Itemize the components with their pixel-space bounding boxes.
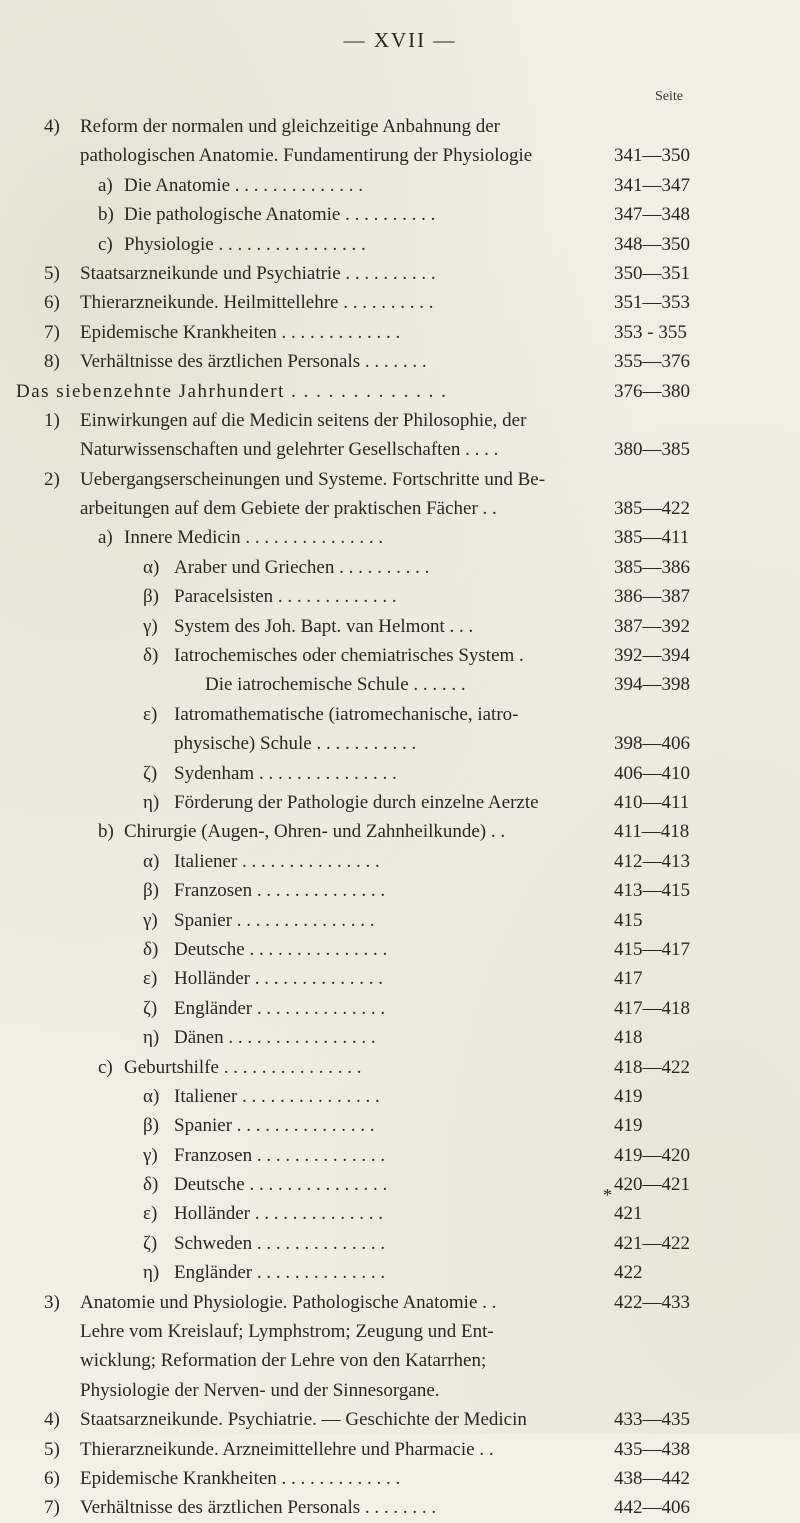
entry-number: 4) (44, 1409, 60, 1431)
entry-text: pathologischen Anatomie. Fundamentirung der Physiologie (80, 145, 533, 167)
entry-number: η) (143, 791, 160, 813)
entry-text: Franzosen . . . . . . . . . . . . . . (174, 880, 386, 902)
entry-page: 385—422 (614, 498, 690, 520)
entry-page: 438—442 (614, 1467, 690, 1489)
entry-text: Paracelsisten . . . . . . . . . . . . . (174, 586, 397, 608)
entry-page: 415 (614, 909, 643, 931)
toc-entry (0, 1258, 800, 1287)
entry-text: Thierarzneikunde. Heilmittellehre . . . . . . . . . . (80, 292, 434, 314)
toc-entry (0, 141, 800, 170)
toc-entry (0, 1435, 800, 1464)
entry-text: Staatsarzneikunde. Psychiatrie. — Geschichte der Medicin (80, 1409, 527, 1431)
entry-page: 347—348 (614, 204, 690, 226)
toc-entry (0, 318, 800, 347)
entry-number: a) (98, 527, 113, 549)
entry-page: 385—386 (614, 556, 690, 578)
toc-entry (0, 788, 800, 817)
entry-number: 6) (44, 1467, 60, 1489)
toc-entry (0, 641, 800, 670)
footnote-mark: * (603, 1185, 612, 1205)
toc-entry (0, 700, 800, 729)
entry-text: Iatromathematische (iatromechanische, iatro- (174, 703, 519, 725)
entry-number: α) (143, 556, 160, 578)
entry-number: b) (98, 204, 114, 226)
entry-page: 376—380 (614, 380, 690, 402)
toc-entry (0, 1288, 800, 1317)
entry-page: 410—411 (614, 791, 690, 813)
toc-entry (0, 935, 800, 964)
entry-text: Engländer . . . . . . . . . . . . . . (174, 1262, 386, 1284)
entry-page: 355—376 (614, 351, 690, 373)
entry-number: ζ) (143, 762, 158, 784)
toc-entry (0, 523, 800, 552)
entry-text: Chirurgie (Augen-, Ohren- und Zahnheilkunde) . . (124, 821, 506, 843)
toc-entry (0, 112, 800, 141)
entry-page: 394—398 (614, 674, 690, 696)
entry-text: Uebergangserscheinungen und Systeme. Fortschritte und Be- (80, 468, 546, 490)
toc-entry (0, 259, 800, 288)
entry-number: β) (143, 1115, 159, 1137)
toc-entry (0, 465, 800, 494)
entry-number: 7) (44, 321, 60, 343)
entry-text: Die Anatomie . . . . . . . . . . . . . . (124, 174, 364, 196)
toc-entry (0, 1023, 800, 1052)
entry-text: Physiologie der Nerven- und der Sinnesorgane. (80, 1379, 440, 1401)
entry-number: 4) (44, 116, 60, 137)
toc-entry (0, 1229, 800, 1258)
entry-page: 415—417 (614, 938, 690, 960)
entry-page: 422 (614, 1262, 643, 1284)
entry-text: Naturwissenschaften und gelehrter Gesellschaften . . . . (80, 439, 499, 461)
entry-text: Araber und Griechen . . . . . . . . . . (174, 556, 430, 578)
entry-number: ζ) (143, 1232, 158, 1254)
entry-text: Spanier . . . . . . . . . . . . . . . (174, 1115, 375, 1137)
entry-number: b) (98, 821, 114, 843)
toc-entry (0, 406, 800, 435)
toc-entry (0, 553, 800, 582)
entry-number: δ) (143, 645, 159, 667)
entry-page: 417 (614, 968, 643, 990)
entry-number: 3) (44, 1291, 60, 1313)
entry-number: α) (143, 850, 160, 872)
toc-entry (0, 494, 800, 523)
toc-entry (0, 906, 800, 935)
entry-number: 8) (44, 351, 60, 373)
entry-text: Sydenham . . . . . . . . . . . . . . . (174, 762, 397, 784)
entry-page: 351—353 (614, 292, 690, 314)
entry-number: β) (143, 586, 159, 608)
entry-page: 417—418 (614, 997, 690, 1019)
entry-text: physische) Schule . . . . . . . . . . . (174, 733, 417, 755)
entry-text: Franzosen . . . . . . . . . . . . . . (174, 1144, 386, 1166)
toc-section-heading (0, 377, 800, 406)
entry-text: Anatomie und Physiologie. Pathologische Anatomie . . (80, 1291, 497, 1313)
entry-text: Thierarzneikunde. Arzneimittellehre und Pharmacie . . (80, 1438, 494, 1460)
entry-text: Schweden . . . . . . . . . . . . . . (174, 1232, 386, 1254)
entry-text: Staatsarzneikunde und Psychiatrie . . . . . . . . . . (80, 262, 436, 284)
entry-page: 420—421 (614, 1174, 690, 1196)
entry-text: Verhältnisse des ärztlichen Personals . . . . . . . . (80, 1497, 437, 1519)
toc-entry (0, 817, 800, 846)
entry-number: c) (98, 233, 113, 255)
toc-entry (0, 964, 800, 993)
entry-page: 421 (614, 1203, 643, 1225)
toc-entry (0, 171, 800, 200)
entry-number: 2) (44, 468, 60, 490)
entry-page: 433—435 (614, 1409, 690, 1431)
entry-text: Holländer . . . . . . . . . . . . . . (174, 1203, 383, 1225)
entry-text: Iatrochemisches oder chemiatrisches System . (174, 645, 524, 667)
entry-text: Innere Medicin . . . . . . . . . . . . . . . (124, 527, 384, 549)
toc-entry (0, 612, 800, 641)
toc-entry (0, 729, 800, 758)
entry-number: η) (143, 1027, 160, 1049)
entry-page: 412—413 (614, 850, 690, 872)
entry-page: 411—418 (614, 821, 690, 843)
entry-page: 418 (614, 1027, 643, 1049)
entry-page: 341—347 (614, 174, 690, 196)
toc-entry (0, 230, 800, 259)
toc-entry (0, 994, 800, 1023)
toc-entry (0, 435, 800, 464)
entry-text: Holländer . . . . . . . . . . . . . . (174, 968, 383, 990)
entry-page: 392—394 (614, 645, 690, 667)
entry-text: Einwirkungen auf die Medicin seitens der Philosophie, der (80, 409, 527, 431)
entry-text: Engländer . . . . . . . . . . . . . . (174, 997, 386, 1019)
entry-page: 350—351 (614, 262, 690, 284)
toc-entry (0, 1141, 800, 1170)
entry-page: 421—422 (614, 1232, 690, 1254)
toc-entry (0, 1199, 800, 1228)
toc-entry (0, 759, 800, 788)
entry-text: Epidemische Krankheiten . . . . . . . . . . . . . (80, 1467, 401, 1489)
page-column-label: Seite (655, 89, 683, 104)
entry-number: α) (143, 1085, 160, 1107)
entry-page: 419—420 (614, 1144, 690, 1166)
entry-number: γ) (143, 1144, 158, 1166)
entry-text: System des Joh. Bapt. van Helmont . . . (174, 615, 474, 637)
entry-text: Lehre vom Kreislauf; Lymphstrom; Zeugung und Ent- (80, 1321, 494, 1343)
entry-number: 1) (44, 409, 60, 431)
entry-number: ζ) (143, 997, 158, 1019)
toc-entry (0, 1053, 800, 1082)
page-header: — XVII — (343, 28, 457, 52)
entry-number: 5) (44, 1438, 60, 1460)
entry-number: ε) (143, 703, 158, 725)
toc-entry (0, 200, 800, 229)
entry-text: Die pathologische Anatomie . . . . . . . . . . (124, 204, 436, 226)
entry-text: Italiener . . . . . . . . . . . . . . . (174, 850, 380, 872)
entry-text: Spanier . . . . . . . . . . . . . . . (174, 909, 375, 931)
entry-text: Reform der normalen und gleichzeitige Anbahnung der (80, 116, 500, 137)
entry-text: Epidemische Krankheiten . . . . . . . . . . . . . (80, 321, 401, 343)
entry-number: β) (143, 880, 159, 902)
entry-number: δ) (143, 1174, 159, 1196)
entry-page: 398—406 (614, 733, 690, 755)
entry-text: Italiener . . . . . . . . . . . . . . . (174, 1085, 380, 1107)
entry-page: 348—350 (614, 233, 690, 255)
toc-entry (0, 1376, 800, 1405)
entry-page: 418—422 (614, 1056, 690, 1078)
entry-number: η) (143, 1262, 160, 1284)
entry-page: 386—387 (614, 586, 690, 608)
entry-text: Förderung der Pathologie durch einzelne Aerzte (174, 791, 539, 813)
entry-text: arbeitungen auf dem Gebiete der praktischen Fächer . . (80, 498, 497, 520)
toc-entry (0, 847, 800, 876)
toc-entry (0, 1464, 800, 1493)
toc-entry (0, 1111, 800, 1140)
entry-text: Deutsche . . . . . . . . . . . . . . . (174, 938, 388, 960)
entry-text: wicklung; Reformation der Lehre von den Katarrhen; (80, 1350, 487, 1372)
entry-text: Physiologie . . . . . . . . . . . . . . . . (124, 233, 366, 255)
entry-number: 6) (44, 292, 60, 314)
entry-page: 422—433 (614, 1291, 690, 1313)
entry-number: c) (98, 1056, 113, 1078)
toc-entry (0, 1346, 800, 1375)
entry-text: Die iatrochemische Schule . . . . . . (205, 674, 466, 696)
entry-text: Geburtshilfe . . . . . . . . . . . . . . . (124, 1056, 362, 1078)
toc-entry (0, 1317, 800, 1346)
entry-page: 385—411 (614, 527, 690, 549)
entry-page: 419 (614, 1085, 643, 1107)
entry-page: 353 - 355 (614, 321, 687, 343)
toc-entry (0, 1493, 800, 1522)
entry-page: 380—385 (614, 439, 690, 461)
toc-entry (0, 1082, 800, 1111)
entry-page: 413—415 (614, 880, 690, 902)
entry-number: δ) (143, 938, 159, 960)
entry-number: a) (98, 174, 113, 196)
entry-number: 7) (44, 1497, 60, 1519)
entry-number: ε) (143, 968, 158, 990)
entry-number: γ) (143, 909, 158, 931)
entry-number: γ) (143, 615, 158, 637)
entry-number: ε) (143, 1203, 158, 1225)
entry-page: 387—392 (614, 615, 690, 637)
toc-entry (0, 582, 800, 611)
toc-entry (0, 1170, 800, 1199)
toc-entry (0, 670, 800, 699)
toc-entry (0, 876, 800, 905)
entry-page: 419 (614, 1115, 643, 1137)
entry-number: 5) (44, 262, 60, 284)
entry-page: 406—410 (614, 762, 690, 784)
entry-text: Verhältnisse des ärztlichen Personals . . . . . . . (80, 351, 427, 373)
entry-text: Deutsche . . . . . . . . . . . . . . . (174, 1174, 388, 1196)
entry-text: Das siebenzehnte Jahrhundert . . . . . . . . . . . . . (16, 380, 448, 402)
entry-page: 435—438 (614, 1438, 690, 1460)
entry-page: 341—350 (614, 145, 690, 167)
toc-entry (0, 1405, 800, 1434)
toc-entry (0, 347, 800, 376)
entry-page: 442—406 (614, 1497, 690, 1519)
entry-text: Dänen . . . . . . . . . . . . . . . . (174, 1027, 376, 1049)
table-of-contents (0, 112, 800, 1523)
toc-entry (0, 288, 800, 317)
